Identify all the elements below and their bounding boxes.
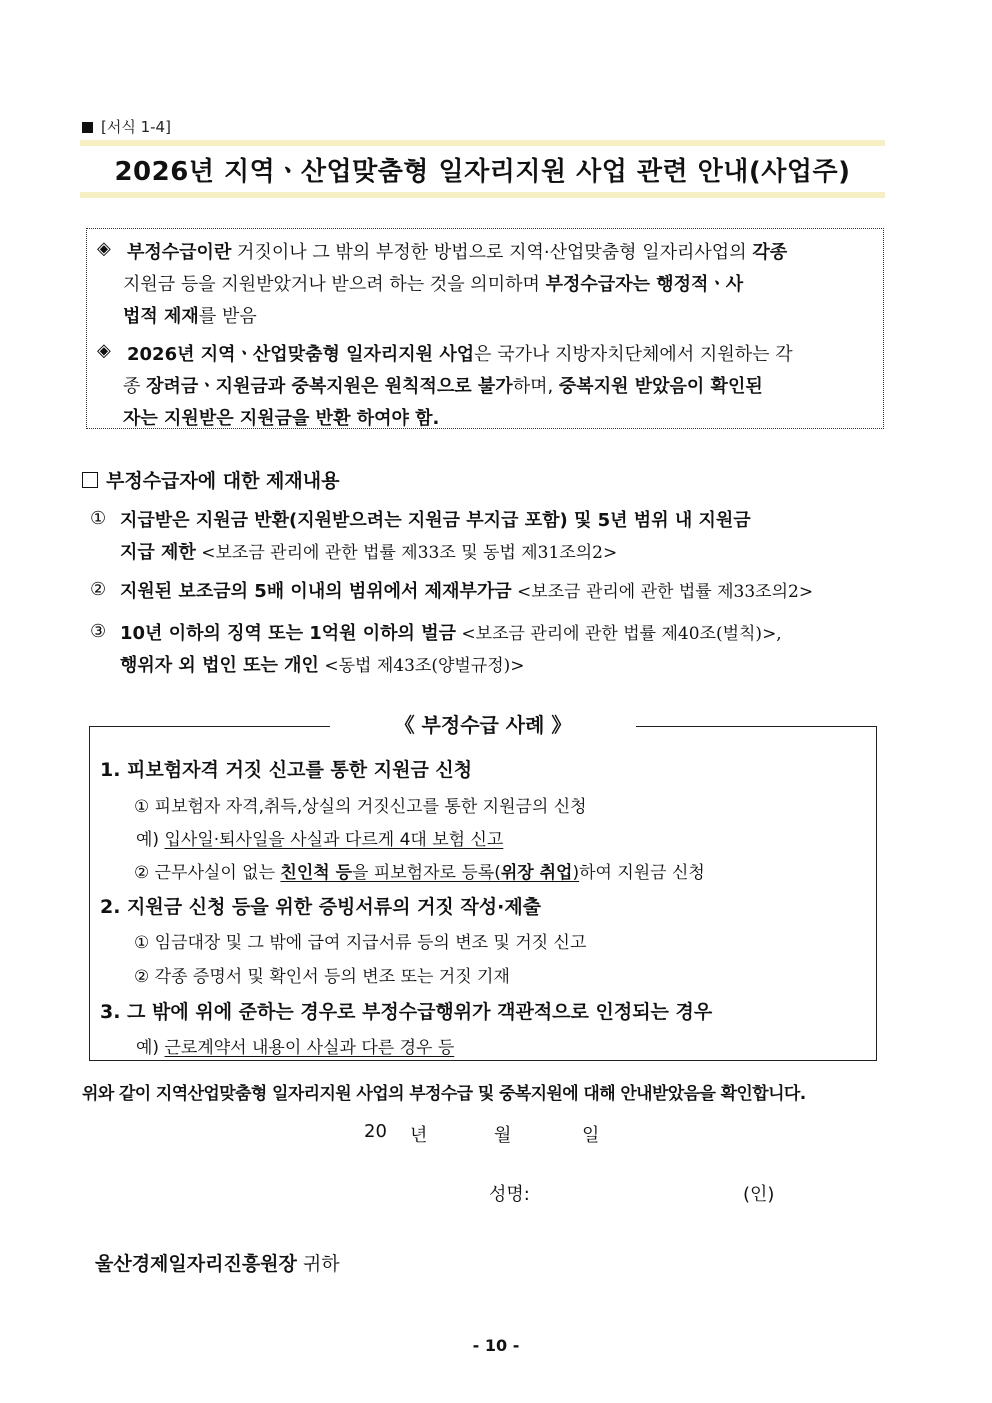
sanction-item-1-line2 (120, 538, 617, 564)
case-text-bold: 위장 취업 (500, 863, 573, 883)
example-text: 근로계약서 내용이 사실과 다른 경우 등 (164, 1038, 455, 1058)
sanctions-heading-text: 부정수급자에 대한 제재내용 (106, 470, 340, 492)
notice-text: 를 받음 (198, 306, 257, 327)
page-title: 2026년 지역ㆍ산업맞춤형 일자리지원 사업 관련 안내(사업주) (114, 156, 851, 187)
notice-box (86, 228, 884, 429)
page-number: - 10 - (472, 1336, 520, 1355)
notice-term: 부정수급이란 (127, 242, 232, 263)
notice-text-bold: 각종 (752, 242, 788, 263)
notice-text: 거짓이나 그 밖의 부정한 방법 (231, 242, 469, 263)
case-3-heading: 3. 그 밖에 위에 준하는 경우로 부정수급행위가 객관적으로 인정되는 경우 (100, 1001, 713, 1023)
date-year-prefix: 20 (364, 1121, 387, 1142)
sanction-item-3-line1 (120, 619, 782, 645)
addressee-org: 울산경제일자리진흥원장 (95, 1253, 297, 1275)
date-day-unit: 일 (582, 1125, 600, 1146)
case-text-bold: 친인척 등 (280, 863, 353, 883)
case-2-item-b: ② 각종 증명서 및 확인서 등의 변조 또는 거짓 기재 (134, 967, 510, 987)
sanction-text-bold: 지급받은 지원금 반환(지원받으려는 지원금 부지급 포함) 및 5년 범위 내 지원금 (120, 510, 751, 531)
form-label-text: [서식 1-4] (101, 118, 171, 136)
case-1-item-a: ① 피보험자 자격,취득,상실의 거짓신고를 통한 지원금의 신청 (134, 797, 587, 817)
confirmation-text: 위와 같이 지역산업맞춤형 일자리지원 사업의 부정수급 및 중복지원에 대해 안내받았음을 확인합니다. (82, 1084, 806, 1104)
checkbox-square-icon (82, 472, 98, 488)
notice-p1-line2 (123, 270, 743, 296)
case-2-heading: 2. 지원금 신청 등을 위한 증빙서류의 거짓 작성·제출 (100, 896, 542, 918)
case-1-item-b (134, 858, 705, 883)
law-reference: <보조금 관리에 관한 법률 제33조의2> (511, 582, 814, 602)
notice-p1-line1 (127, 238, 787, 264)
item-number: ② (90, 579, 107, 600)
notice-text: 종 (123, 376, 147, 397)
notice-text-bold: 자는 지원받은 지원금을 반환 하여야 함. (123, 408, 440, 429)
example-text: 입사일·퇴사일을 사실과 다르게 4대 보험 신고 (164, 830, 504, 850)
name-label: 성명: (489, 1184, 530, 1205)
notice-text-bold: 중복지원 받았음이 확인된 (558, 376, 763, 397)
law-reference: <보조금 관리에 관한 법률 제40조(벌칙)>, (456, 624, 782, 644)
addressee-suffix: 귀하 (296, 1253, 340, 1275)
item-number: ③ (90, 621, 107, 642)
title-band (80, 140, 885, 198)
law-reference: <동법 제43조(양벌규정)> (318, 656, 525, 676)
case-1-example (136, 825, 503, 850)
addressee (95, 1249, 340, 1276)
notice-p2-line3 (123, 404, 439, 430)
sanction-item-2-line1 (120, 577, 813, 603)
sanction-item-3-line2 (120, 651, 525, 677)
case-3-example (136, 1033, 454, 1058)
notice-p2-line2 (123, 372, 763, 398)
example-prefix: 예) (136, 830, 165, 850)
case-text: ) (572, 863, 580, 883)
sanction-text-bold: 지급 제한 (120, 542, 196, 563)
cases-title: 《 부정수급 사례 》 (330, 709, 636, 738)
sanctions-heading (82, 466, 339, 493)
notice-text-bold: 장려금ㆍ지원금과 중복지원은 원칙적으로 불가 (146, 376, 513, 397)
law-reference: <보조금 관리에 관한 법률 제33조 및 동법 제31조의2> (195, 543, 618, 563)
notice-text: 지원금 등을 지원받았거나 받으려 하는 것을 의미하며 (123, 274, 546, 295)
case-text-underlined (280, 863, 579, 883)
notice-text-bold: 부정수급자는 행정적ㆍ사 (545, 274, 744, 295)
case-text: 을 피보험자로 등록( (352, 863, 501, 883)
seal-mark: (인) (743, 1184, 775, 1205)
sanction-item-1-line1 (120, 506, 751, 532)
notice-text-bold: 법적 제재 (123, 306, 199, 327)
notice-text: 은 국가나 지방자치단체에서 지원하는 각 (474, 344, 793, 365)
sanction-text-bold: 행위자 외 법인 또는 개인 (120, 655, 319, 676)
date-month-unit: 월 (494, 1125, 512, 1146)
example-prefix: 예) (136, 1038, 165, 1058)
case-text: 하여 지원금 신청 (579, 863, 705, 883)
case-2-item-a: ① 임금대장 및 그 밖에 급여 지급서류 등의 변조 및 거짓 신고 (134, 933, 587, 953)
item-number: ① (90, 508, 107, 529)
notice-p1-line3 (123, 302, 257, 328)
form-label (82, 116, 171, 137)
cases-box (89, 726, 877, 1061)
diamond-bullet-icon: ◈ (97, 340, 111, 361)
case-text: ② 근무사실이 없는 (134, 863, 281, 883)
notice-text-bold: 2026년 지역ㆍ산업맞춤형 일자리지원 사업 (127, 344, 475, 365)
notice-text: 으로 지역·산업맞춤형 일자리사업의 (468, 242, 753, 263)
square-bullet-icon (82, 122, 93, 133)
diamond-bullet-icon: ◈ (97, 238, 111, 259)
case-1-heading: 1. 피보험자격 거짓 신고를 통한 지원금 신청 (100, 759, 473, 781)
sanction-text-bold: 10년 이하의 징역 또는 1억원 이하의 벌금 (120, 623, 456, 644)
sanction-text-bold: 지원된 보조금의 5배 이내의 범위에서 제재부가금 (120, 581, 512, 602)
notice-text: 하며, (512, 376, 559, 397)
notice-p2-line1 (127, 340, 793, 366)
date-year-unit: 년 (410, 1125, 428, 1146)
